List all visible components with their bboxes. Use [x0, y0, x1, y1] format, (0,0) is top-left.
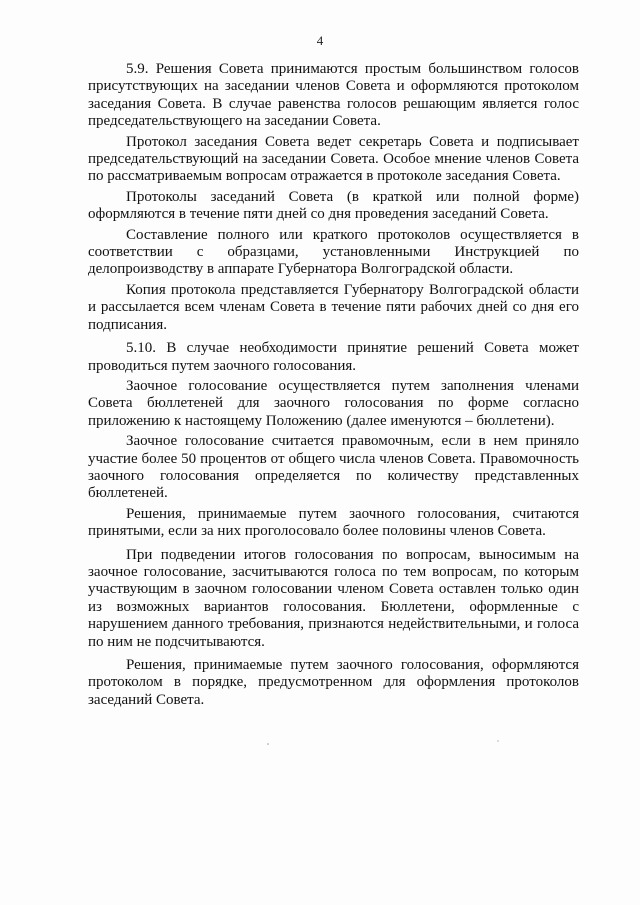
scan-speck	[267, 743, 269, 745]
paragraph-absentee-decisions: Решения, принимаемые путем заочного голосования, считаются принятыми, если за них проголосовало более половины членов Совета.	[88, 505, 579, 540]
paragraph-protocol-compilation: Составление полного или краткого протоколов осуществляется в соответствии с образцами, установленными Инструкцией по делопроизводству в аппарате Губернатора Волгоградской области.	[88, 226, 579, 278]
paragraph-protocol-copy: Копия протокола представляется Губернатору Волгоградской области и рассылается всем членам Совета в течение пяти рабочих дней со дня его подписания.	[88, 281, 579, 333]
document-body	[88, 61, 579, 712]
scan-speck	[497, 740, 498, 741]
paragraph-protocol-secretary: Протокол заседания Совета ведет секретарь Совета и подписывает председательствующий на заседании Совета. Особое мнение членов Совета по рассматриваемым вопросам отражается в протоколе заседания Совета.	[88, 133, 579, 185]
paragraph-5-10: 5.10. В случае необходимости принятие решений Совета может проводиться путем заочного голосования.	[88, 340, 579, 374]
paragraph-5-9: 5.9. Решения Совета принимаются простым большинством голосов присутствующих на заседании членов Совета и оформляются протоколом заседания Совета. В случае равенства голосов решающим является голос председательствующего на заседании Совета.	[88, 61, 579, 130]
page-number: 4	[316, 33, 324, 48]
paragraph-vote-counting: При подведении итогов голосования по вопросам, выносимым на заочное голосование, засчитываются голоса по тем вопросам, по которым участвующим в заочном голосовании членом Совета оставлен только один из возможных вариантов голосования. Бюллетени, оформленные с нарушением данного требования, признаются недействительными, и голоса по ним не подсчитываются.	[88, 546, 579, 650]
paragraph-protocol-deadline: Протоколы заседаний Совета (в краткой или полной форме) оформляются в течение пяти дней со дня проведения заседаний Совета.	[88, 188, 579, 223]
paragraph-absentee-protocol: Решения, принимаемые путем заочного голосования, оформляются протоколом в порядке, предусмотренном для оформления протоколов заседаний Совета.	[88, 657, 579, 708]
paragraph-absentee-procedure: Заочное голосование осуществляется путем заполнения членами Совета бюллетеней для заочного голосования по форме согласно приложению к настоящему Положению (далее именуются – бюллетени).	[88, 377, 579, 429]
paragraph-absentee-quorum: Заочное голосование считается правомочным, если в нем приняло участие более 50 процентов от общего числа членов Совета. Правомочность заочного голосования определяется по количеству представленных бюллетеней.	[88, 433, 579, 502]
